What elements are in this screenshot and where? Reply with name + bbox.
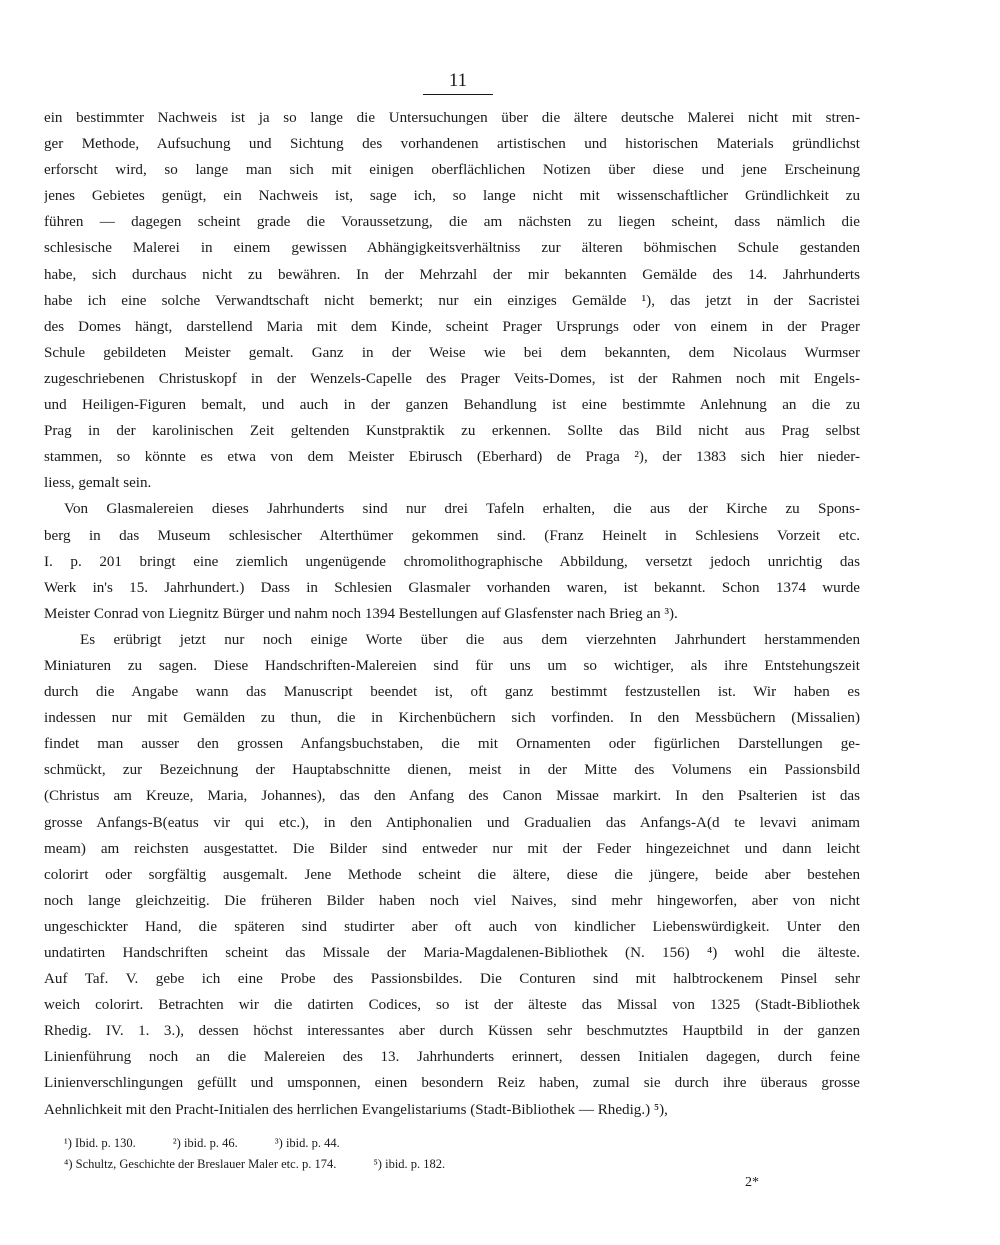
footnote-row [64,1133,824,1154]
text-line: ein bestimmter Nachweis ist ja so lange die Untersuchungen über die ältere deutsche Malerei nicht mit stren- [44,110,860,126]
text-line: Meister Conrad von Liegnitz Bürger und nahm noch 1394 Bestellungen auf Glasfenster nach Brieg an ³). [44,605,678,622]
text-line: noch lange gleichzeitig. Die früheren Bilder haben noch viel Naives, sind mehr hingeworfen, aber von nicht [44,892,860,909]
text-line: erforscht wird, so lange man sich mit einigen oberflächlichen Notizen über diese und jene Erscheinung [44,162,860,179]
footnote: ³) ibid. p. 44. [274,1136,340,1150]
signature-mark: 2* [745,1175,759,1190]
text-line: colorirt oder sorgfältig ausgemalt. Jene Methode scheint die ältere, diese die jüngere, beide aber bestehen [44,866,860,883]
text-line: Linienverschlingungen gefüllt und umsponnen, einen besondern Reiz haben, zumal sie durch ihre überaus grosse [44,1075,860,1092]
text-line: des Domes hängt, darstellend Maria mit dem Kinde, scheint Prager Ursprungs oder von einem in der Prager [44,318,860,335]
text-line: weich colorirt. Betrachten wir die datirten Codices, so ist der älteste das Missal von 1325 (Stadt-Bibliothek [44,997,860,1014]
text-line: (Christus am Kreuze, Maria, Johannes), das den Anfang des Canon Missae markirt. In den Psalterien ist das [44,788,860,805]
text-line: ger Methode, Aufsuchung und Sichtung des vorhandenen artistischen und historischen Materials gründlichst [44,136,860,153]
page-number: 11 [423,70,493,95]
text-line: indessen nur mit Gemälden zu thun, die in Kirchenbüchern sich vorfinden. In den Messbüchern (Missalien) [44,710,860,727]
text-line: schmückt, zur Bezeichnung der Hauptabschnitte dienen, meist in der Mitte des Volumens ein Passionsbild [44,762,860,779]
footnotes [64,1133,824,1175]
text-line: führen — dagegen scheint grade die Voraussetzung, die am nächsten zu liegen scheint, dass nämlich die [44,214,860,231]
text-line: habe, sich durchaus nicht zu bewähren. In der Mehrzahl der mir bekannten Gemälde des 14. Jahrhunderts [44,266,860,283]
text-line: I. p. 201 bringt eine ziemlich ungenügende chromolithographische Abbildung, versetzt jedoch unrichtig das [44,553,860,570]
text-line: berg in das Museum schlesischer Alterthümer gekommen sind. (Franz Heinelt in Schlesiens Vorzeit etc. [44,527,860,544]
footnote: ²) ibid. p. 46. [172,1136,238,1150]
text-line: ungeschickter Hand, die späteren sind studirter aber oft auch von kindlicher Liebenswürdigkeit. Unter den [44,918,860,935]
text-line: Von Glasmalereien dieses Jahrhunderts sind nur drei Tafeln erhalten, die aus der Kirche zu Spons- [64,501,860,518]
text-line: durch die Angabe wann das Manuscript beendet ist, oft ganz bestimmt festzustellen ist. Wir haben es [44,684,860,701]
text-line: liess, gemalt sein. [44,475,152,492]
text-line: Prag in der karolinischen Zeit geltenden Kunstpraktik zu erkennen. Sollte das Bild nicht aus Prag selbst [44,423,860,440]
footnote: ⁵) ibid. p. 182. [373,1157,446,1171]
text-line: zugeschriebenen Christuskopf in der Wenzels-Capelle des Prager Veits-Domes, ist der Rahmen noch mit Engels- [44,370,860,387]
text-line: Miniaturen zu sagen. Diese Handschriften-Malereien sind für uns um so wichtiger, als ihre Entstehungszeit [44,657,860,674]
text-line: findet man ausser den grossen Anfangsbuchstaben, die mit Ornamenten oder figürlichen Darstellungen ge- [44,736,860,753]
text-line: schlesische Malerei in einem gewissen Abhängigkeitsverhältniss zur älteren böhmischen Schule gestanden [44,240,860,257]
text-line: Es erübrigt jetzt nur noch einige Worte über die aus dem vierzehnten Jahrhundert herstammenden [80,631,860,648]
text-line: Werk in's 15. Jahrhundert.) Dass in Schlesien Glasmaler vorhanden waren, ist bekannt. Schon 1374 wurde [44,579,860,596]
footnote-row [64,1154,824,1175]
text-line: und Heiligen-Figuren bemalt, und auch in der ganzen Behandlung ist eine bestimmte Anlehnung an die zu [44,397,860,414]
text-line: jenes Gebietes genügt, ein Nachweis ist, sage ich, so lange nicht mit wissenschaftlicher Gründlichkeit zu [44,188,860,205]
text-line: meam) am reichsten ausgestattet. Die Bilder sind entweder nur mit der Feder hingezeichnet und dann leicht [44,840,860,857]
text-line: Auf Taf. V. gebe ich eine Probe des Passionsbildes. Die Conturen sind mit halbtrockenem Pinsel sehr [44,971,860,988]
text-line: grosse Anfangs-B(eatus vir qui etc.), in den Antiphonalien und Gradualien das Anfangs-A(d te levavi animam [44,814,860,831]
body-text [44,105,860,1123]
text-line: Schule gebildeten Meister gemalt. Ganz in der Weise wie bei dem bekannten, dem Nicolaus Wurmser [44,344,860,361]
text-line: Aehnlichkeit mit den Pracht-Initialen des herrlichen Evangelistariums (Stadt-Bibliothek — Rhedig.) ⁵), [44,1101,668,1118]
footnote: ⁴) Schultz, Geschichte der Breslauer Maler etc. p. 174. [64,1157,337,1171]
text-line: Rhedig. IV. 1. 3.), dessen höchst interessantes aber durch Küssen sehr beschmutztes Hauptbild in der ganzen [44,1023,860,1040]
footnote: ¹) Ibid. p. 130. [64,1136,136,1150]
text-line: habe ich eine solche Verwandtschaft nicht bemerkt; nur ein einziges Gemälde ¹), das jetzt in der Sacristei [44,292,860,309]
text-line: stammen, so könnte es etwa von dem Meister Ebirusch (Eberhard) de Praga ²), der 1383 sich hier nieder- [44,449,860,466]
text-line: Linienführung noch an die Malereien des 13. Jahrhunderts erinnert, dessen Initialen dagegen, durch feine [44,1049,860,1066]
text-line: undatirten Handschriften scheint das Missale der Maria-Magdalenen-Bibliothek (N. 156) ⁴) wohl die älteste. [44,945,860,961]
